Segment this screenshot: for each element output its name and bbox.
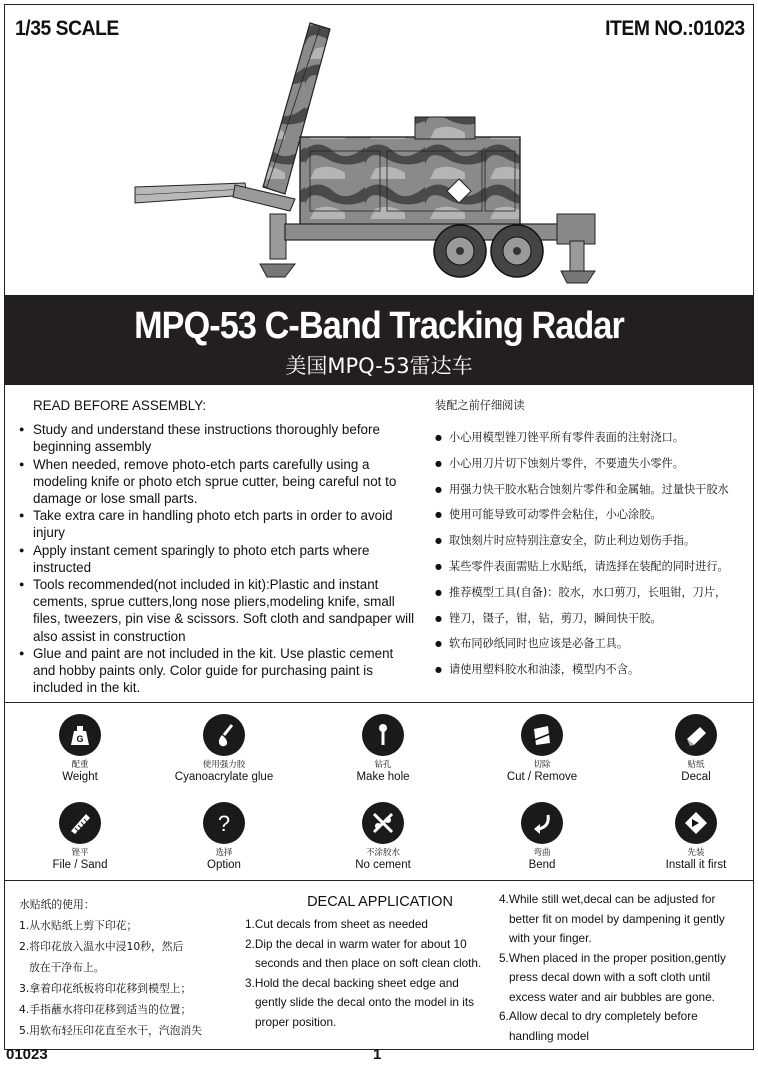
assembly-instructions xyxy=(5,385,753,703)
title-banner xyxy=(5,295,753,385)
decal-step: 3.Hold the decal backing sheet edge and xyxy=(245,975,459,990)
instruction-item-chinese: ● 锉刀，镊子，钳，钻，剪刀，瞬间快干胶。 xyxy=(435,606,753,632)
instruction-item-chinese: ● 小心用刀片切下蚀刻片零件，不要遗失小零件。 xyxy=(435,451,753,477)
decal-step-chinese: 2.将印花放入温水中浸10秒，然后 xyxy=(19,940,184,953)
instruction-item: ● Tools recommended(not included in kit):Plastic and instant cements, sprue cutters,long nose pliers,modeling knife, small files, tweezers, pin vise & scissors. Soft cloth and sandpaper will also assist in construction xyxy=(19,576,419,645)
decal-step: excess water and air bubbles are gone. xyxy=(509,989,715,1004)
symbol-label-chinese: 使用强力胶 xyxy=(202,760,246,770)
symbol-label: Install it first xyxy=(665,859,727,871)
decal-step-chinese: 3.拿着印花纸板将印花移到模型上； xyxy=(19,982,192,995)
bend-icon xyxy=(528,809,556,837)
decal-step-chinese: 5.用软布轻压印花直至水干，汽泡消失 xyxy=(19,1024,203,1037)
cut-icon xyxy=(528,721,556,749)
instruction-item-chinese: ● 请使用塑料胶水和油漆，模型内不含。 xyxy=(435,657,753,683)
decal-step-chinese: 4.手指蘸水将印花移到适当的位置； xyxy=(19,1003,192,1016)
decal-step-chinese: 1.从水贴纸上剪下印花； xyxy=(19,919,138,932)
decal-step: 5.When placed in the proper position,gently xyxy=(499,950,726,965)
decal-step: 6.Allow decal to dry completely before xyxy=(499,1009,698,1023)
decal-heading-chinese: 水贴纸的使用： xyxy=(19,898,95,911)
symbol-label-chinese: 切除 xyxy=(533,760,551,770)
symbol-label-chinese: 不涂胶水 xyxy=(365,848,400,858)
instructions-english xyxy=(19,397,419,696)
instructions-chinese xyxy=(435,397,753,683)
symbol-label: Weight xyxy=(62,771,98,783)
radar-trailer-illustration xyxy=(125,19,615,294)
symbol-glue xyxy=(149,714,299,784)
symbol-option xyxy=(149,802,299,872)
instructions-heading-chinese: 装配之前仔细阅读 xyxy=(435,399,525,412)
instruction-item-chinese: ● 推荐模型工具(自备)：胶水，水口剪刀，长咀钳，刀片， xyxy=(435,580,753,606)
decal-step: 2.Dip the decal in warm water for about 10 xyxy=(245,936,467,951)
decal-step: press decal down with a soft cloth until xyxy=(509,970,711,984)
symbol-decal xyxy=(621,714,758,784)
decal-instructions-english-col1 xyxy=(245,894,505,1032)
symbol-label: Option xyxy=(207,859,241,871)
symbol-label: Bend xyxy=(528,859,556,871)
decal-step: seconds and then place on soft clean cloth. xyxy=(255,956,482,970)
glue-drop-icon xyxy=(210,721,238,749)
product-subtitle-chinese: 美国MPQ-53雷达车 xyxy=(285,354,473,378)
question-icon xyxy=(210,809,238,837)
decal-step: gently slide the decal onto the model in its xyxy=(255,995,475,1009)
symbol-no-cement xyxy=(308,802,458,872)
weight-glyph: G xyxy=(76,734,84,744)
decal-step: 4.While still wet,decal can be adjusted for xyxy=(499,892,716,906)
option-glyph: ? xyxy=(217,811,231,836)
instructions-heading: READ BEFORE ASSEMBLY: xyxy=(33,398,207,413)
symbol-label: No cement xyxy=(355,859,411,871)
symbol-weight xyxy=(5,714,155,784)
decal-instructions-chinese xyxy=(19,894,249,1041)
instruction-item: ● Take extra care in handling photo etch parts in order to avoid injury xyxy=(19,507,419,541)
symbol-label-chinese: 选择 xyxy=(215,848,233,858)
decal-step: 1.Cut decals from sheet as needed xyxy=(245,917,428,931)
decal-application-section xyxy=(5,882,753,1050)
decal-instructions-english-col2 xyxy=(499,890,753,1046)
no-cement-icon xyxy=(369,809,397,837)
symbol-label-chinese: 配重 xyxy=(71,760,89,770)
instruction-item-chinese: ● 取蚀刻片时应特别注意安全，防止利边划伤手指。 xyxy=(435,528,753,554)
instruction-item-chinese: ● 小心用模型锉刀锉平所有零件表面的注射浇口。 xyxy=(435,425,753,451)
symbol-label: Make hole xyxy=(356,771,410,783)
symbol-label: File / Sand xyxy=(52,859,108,871)
symbol-cut xyxy=(467,714,617,784)
scale-label: 1/35 SCALE xyxy=(15,17,119,40)
product-title: MPQ-53 C-Band Tracking Radar xyxy=(134,305,624,347)
instruction-item: ● Glue and paint are not included in the kit. Use plastic cement and hobby paints only. Color guide for purchasing paint is included in the kit. xyxy=(19,645,419,697)
install-first-icon xyxy=(682,809,710,837)
symbol-label: Decal xyxy=(681,771,711,783)
symbol-label-chinese: 先装 xyxy=(687,848,705,858)
item-number: ITEM NO.:01023 xyxy=(605,17,745,40)
instruction-item-chinese: ● 软布同砂纸同时也应该是必备工具。 xyxy=(435,631,753,657)
symbol-drill xyxy=(308,714,458,784)
footer-item-code: 01023 xyxy=(6,1046,48,1063)
weight-icon xyxy=(66,721,94,749)
symbol-label-chinese: 贴纸 xyxy=(687,760,705,770)
file-icon xyxy=(66,809,94,837)
instruction-item: ● Apply instant cement sparingly to photo etch parts where instructed xyxy=(19,542,419,576)
symbol-label-chinese: 锉平 xyxy=(71,848,89,858)
decal-step-chinese: 放在干净布上。 xyxy=(29,961,105,974)
page-number: 1 xyxy=(373,1046,382,1063)
instruction-item-chinese: ● 使用可能导致可动零件会粘住，小心涂胶。 xyxy=(435,502,753,528)
decal-icon xyxy=(682,721,710,749)
decal-step: better fit on model by dampening it gently xyxy=(509,911,725,926)
instruction-page xyxy=(4,4,754,1050)
instruction-item-chinese: ● 用强力快干胶水粘合蚀刻片零件和金属轴。过量快干胶水 xyxy=(435,477,753,503)
symbol-label-chinese: 弯曲 xyxy=(533,848,551,858)
decal-step: handling model xyxy=(509,1028,590,1043)
symbol-label-chinese: 钻孔 xyxy=(374,760,392,770)
decal-step: with your finger. xyxy=(509,931,592,945)
symbol-bend xyxy=(467,802,617,872)
symbol-label: Cut / Remove xyxy=(506,771,578,783)
symbol-file xyxy=(5,802,155,872)
symbol-legend xyxy=(5,704,753,881)
instruction-item: ● When needed, remove photo-etch parts carefully using a modeling knife or photo etch sprue cutter, being careful not to damage or lose small parts. xyxy=(19,456,419,508)
instruction-item-chinese: ● 某些零件表面需贴上水贴纸，请选择在装配的同时进行。 xyxy=(435,554,753,580)
decal-step: proper position. xyxy=(255,1014,337,1029)
instruction-item: ● Study and understand these instructions thoroughly before beginning assembly xyxy=(19,421,419,455)
symbol-label: Cyanoacrylate glue xyxy=(174,771,274,783)
drill-icon xyxy=(369,721,397,749)
decal-heading: DECAL APPLICATION xyxy=(307,894,453,910)
symbol-install-first xyxy=(621,802,758,872)
